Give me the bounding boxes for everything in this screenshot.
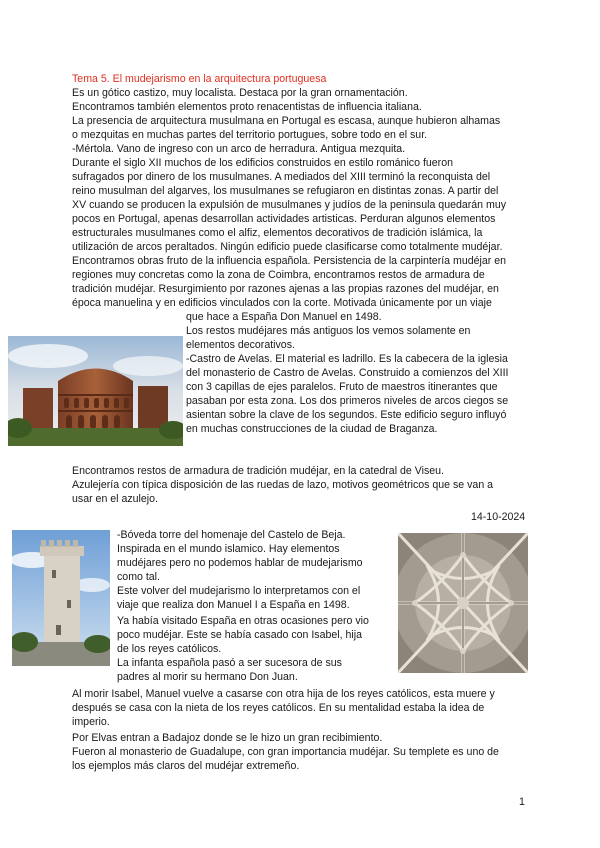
paragraph-line: en muchas construcciones de la ciudad de Braganza. xyxy=(186,423,438,435)
paragraph-line: tradición mudéjar. Resurgimiento por razones ajenas a las propias razones del mudéjar, en xyxy=(72,283,499,295)
castro-de-avelas-illustration xyxy=(8,336,183,446)
paragraph-line: mudéjares pero no podemos hablar de mudejarismo xyxy=(117,557,363,569)
paragraph-line: sufragados por dinero de los musulmanes. A mediados del XIII terminó la reconquista del xyxy=(72,171,491,183)
paragraph-line: utilización de arcos peraltados. Ningún edificio puede clasificarse como totalmente mudéjar. xyxy=(72,241,503,253)
paragraph-line: regiones muy concretas como la zona de Coimbra, encontramos restos de armadura de xyxy=(72,269,485,281)
intro-line: Encontramos también elementos proto renacentistas de influencia italiana. xyxy=(72,101,422,113)
paragraph-line: Al morir Isabel, Manuel vuelve a casarse con otra hija de los reyes católicos, esta muere y xyxy=(72,688,495,700)
paragraph-line: con 3 capillas de ejes paralelos. Fruto de maestros itinerantes que xyxy=(186,381,498,393)
paragraph-line: época manuelina y en edificios vinculados con la corte. Motivada únicamente por un viaje xyxy=(72,297,492,309)
paragraph-line: Los restos mudéjares más antiguos los vemos solamente en xyxy=(186,325,471,337)
paragraph-line: Fueron al monasterio de Guadalupe, con gran importancia mudéjar. Su templete es uno de xyxy=(72,746,499,758)
paragraph-line: viaje que realiza don Manuel I a España en 1498. xyxy=(117,599,350,611)
date-label: 14-10-2024 xyxy=(471,511,526,523)
paragraph-line: -Bóveda torre del homenaje del Castelo de Beja. xyxy=(117,529,346,541)
paragraph-line: Inspirada en el mundo islamico. Hay elementos xyxy=(117,543,340,555)
paragraph-line: Azulejería con típica disposición de las ruedas de lazo, motivos geométricos que se van a xyxy=(72,479,494,491)
intro-line: La presencia de arquitectura musulmana en Portugal es escasa, aunque hubieron alhamas xyxy=(72,115,501,127)
beja-tower-illustration xyxy=(12,530,110,666)
paragraph-line: elementos decorativos. xyxy=(186,339,295,351)
paragraph-line: como tal. xyxy=(117,571,160,583)
paragraph-line: Encontramos obras fruto de la influencia española. Persistencia de la carpintería mudéjar en xyxy=(72,255,507,267)
paragraph-line: XV cuando se producen la expulsión de musulmanes y judíos de la peninsula quedarán muy xyxy=(72,199,507,211)
paragraph-line: Por Elvas entran a Badajoz donde se le hizo un gran recibimiento. xyxy=(72,732,383,744)
paragraph-line: después se casa con la nieta de los reyes católicos. En su mentalidad estaba la idea de xyxy=(72,702,485,714)
intro-line: Es un gótico castizo, muy localista. Destaca por la gran ornamentación. xyxy=(72,87,408,99)
paragraph-line: pocos en Portugal, apenas desarrollan actividades artisticas. Perduran algunos elementos xyxy=(72,213,496,225)
paragraph-line: reino musulman del algarves, los musulmanes se refugiaron en distintas zonas. A partir del xyxy=(72,185,499,197)
castro-de-avelas-photo xyxy=(8,336,183,446)
beja-vault-photo xyxy=(398,533,528,673)
page-number: 1 xyxy=(519,796,525,808)
paragraph-line: Ya había visitado España en otras ocasiones pero vio xyxy=(117,615,369,627)
paragraph-line: que hace a España Don Manuel en 1498. xyxy=(186,311,382,323)
paragraph-line: Encontramos restos de armadura de tradición mudéjar, en la catedral de Viseu. xyxy=(72,465,444,477)
paragraph-line: estructurales musulmanes como el alfiz, elementos decorativos de tradición islámica, la xyxy=(72,227,483,239)
paragraph-line: Durante el siglo XII muchos de los edificios construidos en estilo románico fueron xyxy=(72,157,453,169)
intro-line: o mezquitas en muchas partes del territorio portugues, sobre todo en el sur. xyxy=(72,129,428,141)
paragraph-line: Este volver del mudejarismo lo interpretamos con el xyxy=(117,585,361,597)
paragraph-line: usar en el azulejo. xyxy=(72,493,158,505)
paragraph-line: padres al morir su hermano Don Juan. xyxy=(117,671,298,683)
paragraph-line: pasaban por esta zona. Los dos primeros niveles de arcos ciegos se xyxy=(186,395,509,407)
paragraph-line: La infanta española pasó a ser sucesora de sus xyxy=(117,657,342,669)
paragraph-line: poco mudéjar. Este se había casado con Isabel, hija xyxy=(117,629,362,641)
paragraph-line: del monasterio de Castro de Avelas. Construido a comienzos del XIII xyxy=(186,367,509,379)
paragraph-line: imperio. xyxy=(72,716,110,728)
paragraph-line: los ejemplos más claros del mudéjar extremeño. xyxy=(72,760,300,772)
intro-line: -Mértola. Vano de ingreso con un arco de herradura. Antigua mezquita. xyxy=(72,143,406,155)
paragraph-line: asientan sobre la clave de los segundos. Este edificio seguro influyó xyxy=(186,409,507,421)
beja-vault-illustration xyxy=(398,533,528,673)
paragraph-line: -Castro de Avelas. El material es ladrillo. Es la cabecera de la iglesia xyxy=(186,353,508,365)
paragraph-line: de los reyes católicos. xyxy=(117,643,222,655)
beja-tower-photo xyxy=(12,530,110,666)
page-title: Tema 5. El mudejarismo en la arquitectura portuguesa xyxy=(72,73,327,85)
